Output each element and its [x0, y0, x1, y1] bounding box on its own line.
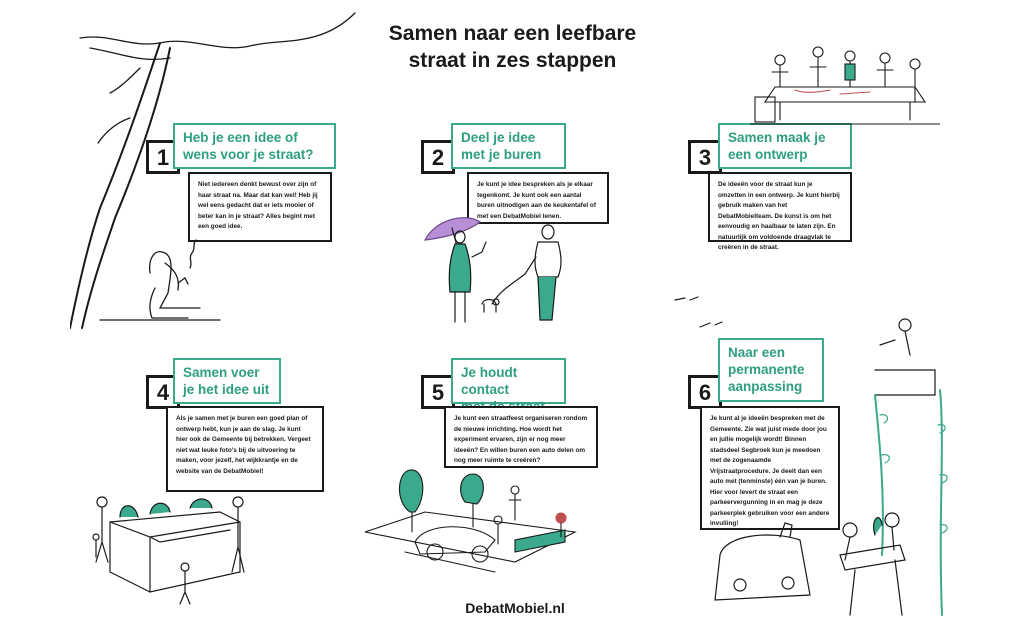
step-4-text: Als je samen met je buren een goed plan of ontwerp hebt, kun je aan de slag. Je kunt hier ook de Gemeente bij betrekken. Vergeet niet wat leuke foto's bij de uitvoering te maken, voor jezelf, het wijkkrantje en de website van de DebatMobiel!: [166, 406, 324, 492]
tree-and-sitting-woman-illustration: [70, 8, 360, 338]
step-4-number: 4: [146, 375, 180, 409]
step-3-number: 3: [688, 140, 722, 174]
building-planter-bench-illustration: [90, 482, 260, 612]
page-title: [340, 20, 685, 74]
step-3-heading-line: een ontwerp: [728, 147, 808, 162]
step-6-heading-line: Naar een: [728, 345, 786, 360]
neighbours-with-umbrella-illustration: [420, 212, 580, 330]
title-line-1: Samen naar een leefbare: [388, 22, 637, 45]
step-6-heading-line: aanpassing: [728, 379, 803, 394]
step-1-text: Niet iedereen denkt bewust over zijn of haar straat na. Maar dat kan wel! Heb jij wel eens gedacht dat er iets mooier of beter kan in je straat? Alles begint met een goed idee.: [188, 172, 332, 242]
step-4-heading-line: je het idee uit: [183, 382, 270, 397]
step-6-text: Je kunt al je ideeën bespreken met de Gemeente. Zie wat juist mede door jou en jullie mogelijk wordt! Binnen stadsdeel Segbroek kun je meedoen met de zogenaamde Vrijstraatprocedure. Je deelt dan een auto met (tenminste) één van je buren. Hier voor levert de straat een parkeervergunning in en mag je deze parkeerplek gebruiken voor een andere invulling!: [700, 406, 840, 530]
group-design-session-illustration: [750, 42, 940, 132]
step-5-heading-line: Je houdt contact: [461, 365, 518, 397]
step-1-heading-line: Heb je een idee of: [183, 130, 298, 145]
step-4-heading-line: Samen voer: [183, 365, 260, 380]
step-5-heading: [451, 358, 566, 404]
step-4-heading: [173, 358, 281, 404]
step-3-text: De ideeën voor de straat kun je omzetten in een ontwerp. Je kunt hierbij gebruik maken van het DebatMobielteam. De kunst is om het eenvoudig en haalbaar te laten zijn. En natuurlijk om voldoende draagvlak te creëren in de straat.: [708, 172, 852, 242]
footer-website: DebatMobiel.nl: [465, 600, 565, 616]
balcony-and-terrace-illustration: [670, 295, 960, 625]
step-2-heading-line: met je buren: [461, 147, 542, 162]
step-3-heading-line: Samen maak je: [728, 130, 826, 145]
title-line-2: straat in zes stappen: [408, 49, 617, 72]
step-2-number: 2: [421, 140, 455, 174]
step-2-heading: [451, 123, 566, 169]
step-5-number: 5: [421, 375, 455, 409]
step-5-text: Je kunt een straatfeest organiseren rondom de nieuwe inrichting. Hoe wordt het experiment ervaren, zijn er nog meer ideeën? En willen buren een auto delen om nog meer ruimte te creëren?: [444, 406, 598, 468]
step-6-heading-line: permanente: [728, 362, 805, 377]
step-2-text: Je kunt je idee bespreken als je elkaar tegenkomt. Je kunt ook een aantal buren uitnodigen aan de keukentafel of met een DebatMobiel lenen.: [467, 172, 609, 224]
street-party-illustration: [365, 462, 585, 582]
step-6-number: 6: [688, 375, 722, 409]
step-1-number: 1: [146, 140, 180, 174]
step-1-heading-line: wens voor je straat?: [183, 147, 314, 162]
step-2-heading-line: Deel je idee: [461, 130, 536, 145]
